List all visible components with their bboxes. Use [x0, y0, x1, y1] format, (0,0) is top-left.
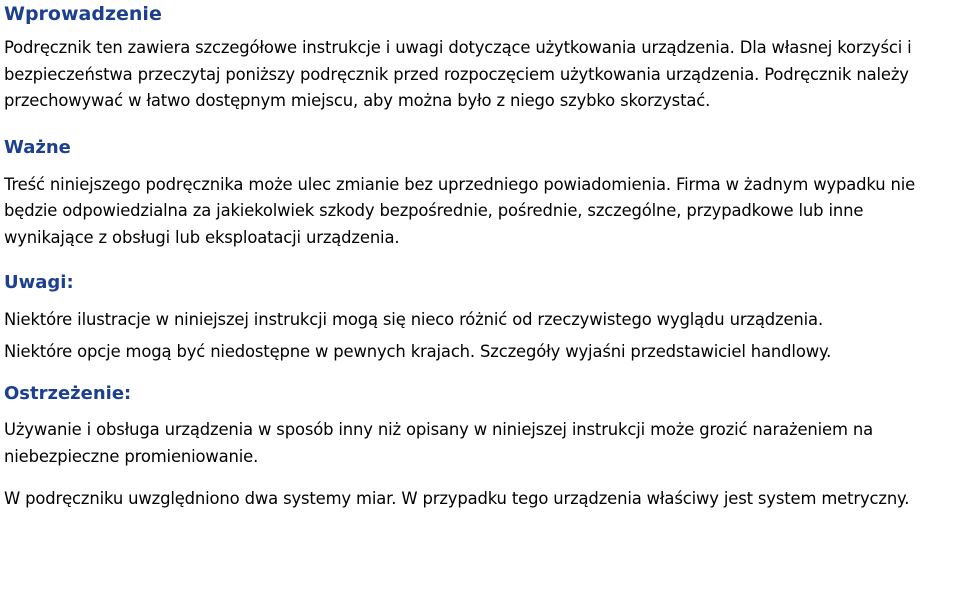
notes-heading: Uwagi:: [4, 272, 74, 293]
important-paragraph: Treść niniejszego podręcznika może ulec zmianie bez uprzedniego powiadomienia. Firma w żadnym wypadku nie będzie odpowiedzialna za jakiekolwiek szkody bezpośrednie, pośrednie, szczególne, przypadkowe lub inne wynikające z obsługi lub eksploatacji urządzenia.: [4, 174, 916, 247]
notes-paragraph-options: Niektóre opcje mogą być niedostępne w pewnych krajach. Szczegóły wyjaśni przedstawiciel handlowy.: [4, 341, 832, 361]
units-paragraph: W podręczniku uwzględniono dwa systemy miar. W przypadku tego urządzenia właściwy jest system metryczny.: [4, 489, 910, 508]
notes-paragraph-illustrations: Niektóre ilustracje w niniejszej instrukcji mogą się nieco różnić od rzeczywistego wyglądu urządzenia.: [4, 310, 824, 329]
important-heading: Ważne: [4, 136, 71, 158]
intro-paragraph: Podręcznik ten zawiera szczegółowe instrukcje i uwagi dotyczące użytkowania urządzenia. Dla własnej korzyści i bezpieczeństwa przeczytaj poniższy podręcznik przed rozpoczęciem użytkowania urządzenia. Podręcznik należy przechowywać w łatwo dostępnym miejscu, aby można było z niego szybko skorzystać.: [4, 38, 912, 110]
intro-heading: Wprowadzenie: [4, 3, 162, 25]
caution-paragraph: Używanie i obsługa urządzenia w sposób inny niż opisany w niniejszej instrukcji może grozić narażeniem na niebezpieczne promieniowanie.: [4, 420, 873, 466]
caution-heading: Ostrzeżenie:: [4, 383, 132, 404]
